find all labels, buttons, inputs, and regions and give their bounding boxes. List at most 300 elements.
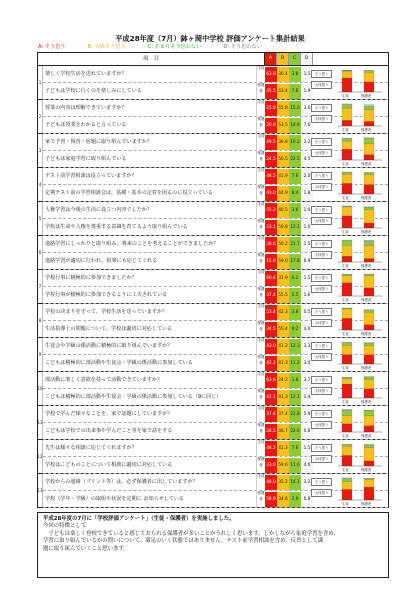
bar-segment-a: [364, 288, 374, 296]
value-cell-c: 11.6: [289, 458, 301, 473]
value-cell-c: 17.8: [289, 254, 301, 269]
value-cell-d: 3.3: [301, 339, 313, 354]
question-text: こどもは積極的に部活動や生徒会・学級の係活動に参加している（9に同じ）: [45, 394, 222, 400]
chart-label-student: 生徒: [342, 94, 349, 98]
mini-bar-chart: [311, 374, 386, 404]
bar-segment-b: [342, 379, 352, 384]
bar-segment-a: [342, 149, 352, 160]
question-text: 子どもは学校に行くのを楽しみにしている: [45, 88, 142, 94]
mini-bar-chart: [311, 442, 386, 472]
bar-segment-a: [364, 82, 374, 92]
respondent-label: 保護者: [256, 423, 265, 440]
value-cell-d: 4.0: [301, 322, 313, 337]
value-cell-a: 43.0: [265, 186, 277, 201]
bar-segment-c: [364, 207, 374, 210]
summary-line: 今回の特徴として: [43, 523, 87, 530]
group-number: 5: [38, 202, 43, 235]
value-cell-a: 49.5: [265, 135, 277, 150]
bar-segment-b: [364, 312, 374, 324]
group-number: 4: [38, 168, 43, 201]
value-cell-b: 59.6: [277, 458, 289, 473]
respondent-label: 保護者: [256, 287, 265, 304]
mini-bar-chart: [311, 306, 386, 336]
bar-segment-a: [342, 78, 352, 92]
group-number: 8: [38, 304, 43, 337]
chart-label-parent: 保護者: [361, 264, 372, 268]
bar-segment-d: [364, 240, 374, 242]
chart-label-parent: 保護者: [361, 196, 372, 200]
question-text: 人権学習は今後の生活に役立つ内容でしたか？: [45, 207, 152, 213]
bar-segment-d: [342, 478, 352, 479]
bar-segment-a: [364, 389, 374, 398]
bar-segment-b: [342, 245, 352, 256]
value-cell-a: 24.5: [265, 322, 277, 337]
value-cell-a: 48.0: [265, 475, 277, 490]
question-group: [38, 440, 388, 474]
chart-legend-ab: 大体思う: [311, 285, 332, 293]
group-number: 12: [38, 440, 43, 473]
bar-segment-b: [364, 72, 374, 82]
respondent-label: 生徒: [256, 372, 265, 389]
chart-legend-a: そう思う: [311, 206, 332, 214]
respondent-label: 保護者: [256, 83, 265, 100]
question-text: 子どもは家庭学習に取り組んでいる: [45, 156, 127, 162]
stacked-bars: [336, 204, 384, 230]
value-cell-b: 36.8: [277, 135, 289, 150]
bar-segment-b: [364, 144, 374, 155]
chart-label-student: 生徒: [342, 366, 349, 370]
chart-legend-a: そう思う: [311, 376, 332, 384]
value-cell-c: 3.8: [289, 373, 301, 388]
value-cell-b: 44.9: [277, 186, 289, 201]
bar-segment-c: [364, 343, 374, 345]
value-cell-b: 37.4: [277, 407, 289, 422]
group-number: 3: [38, 134, 43, 167]
question-group: [38, 66, 388, 100]
chart-label-student: 生徒: [342, 502, 349, 506]
question-text: 学校行事に積極的に参加できましたか？: [45, 275, 137, 281]
value-cell-d: 1.8: [301, 186, 313, 201]
respondent-label: 保護者: [256, 253, 265, 270]
bar-segment-a: [364, 461, 374, 466]
bar-segment-c: [342, 479, 352, 482]
group-number: 13: [38, 474, 43, 507]
value-cell-a: 23.0: [265, 458, 277, 473]
mini-bar-chart: [311, 408, 386, 438]
bar-segment-b: [342, 141, 352, 149]
mini-bar-chart: [311, 170, 386, 200]
chart-label-parent: 保護者: [361, 230, 372, 234]
bar-segment-d: [342, 409, 352, 410]
stacked-bars: [336, 408, 384, 434]
chart-legend-a: そう思う: [311, 70, 332, 78]
bar-segment-a: [364, 325, 374, 330]
chart-legend-a: そう思う: [311, 172, 332, 180]
chart-label-student: 生徒: [342, 298, 349, 302]
value-cell-c: 15.0: [289, 101, 301, 116]
chart-label-student: 生徒: [342, 264, 349, 268]
group-number: 2: [38, 100, 43, 133]
value-cell-a: 48.5: [265, 169, 277, 184]
value-cell-a: 23.1: [265, 220, 277, 235]
bar-segment-d: [342, 104, 352, 105]
value-cell-a: 28.5: [265, 424, 277, 439]
summary-line: 学習に取り組んでいるかの問いについて、満足のいく状態ではありません。テスト前学習相談を含め、反省として課: [43, 538, 323, 545]
stacked-bars: [336, 306, 384, 332]
bar-segment-b: [342, 309, 352, 318]
value-cell-d: 3.6: [301, 101, 313, 116]
respondent-label: 保護者: [256, 219, 265, 236]
value-cell-a: 25.9: [265, 101, 277, 116]
bar-segment-c: [342, 206, 352, 207]
header-col-c: C: [289, 53, 301, 65]
header-col-d: D: [301, 53, 313, 65]
group-number: 11: [38, 406, 43, 439]
bar-segment-c: [342, 139, 352, 141]
value-cell-b: 30.4: [277, 67, 289, 82]
value-cell-d: 1.5: [301, 67, 313, 82]
bar-segment-a: [342, 183, 352, 194]
respondent-label: 保護者: [256, 321, 265, 338]
value-cell-d: 1.5: [301, 237, 313, 252]
bar-segment-c: [364, 410, 374, 415]
bar-segment-c: [342, 445, 352, 447]
question-text: 部活動に楽しく意欲を持って活動できていますか？: [45, 377, 163, 383]
value-cell-c: 12.3: [289, 339, 301, 354]
respondent-label: 生徒: [256, 66, 265, 83]
value-cell-d: 3.2: [301, 135, 313, 150]
bar-segment-b: [364, 448, 374, 461]
bar-segment-d: [364, 138, 374, 139]
value-cell-d: 1.6: [301, 288, 313, 303]
question-group: [38, 304, 388, 338]
stacked-bars: [336, 136, 384, 162]
mini-bar-chart: [311, 272, 386, 302]
bar-segment-b: [364, 210, 374, 223]
question-group: [38, 168, 388, 202]
value-cell-d: 4.5: [301, 152, 313, 167]
question-text: 学校（学年・学級）の取組や状況を定期に お知らせしている: [45, 496, 184, 502]
bar-segment-c: [342, 343, 352, 346]
value-cell-a: 26.6: [265, 237, 277, 252]
value-cell-b: 59.0: [277, 254, 289, 269]
bar-segment-b: [342, 108, 352, 120]
bar-segment-b: [342, 345, 352, 354]
bar-segment-b: [364, 110, 374, 122]
chart-label-parent: 保護者: [361, 298, 372, 302]
chart-legend-ab: 大体思う: [311, 455, 332, 463]
value-cell-b: 53.5: [277, 118, 289, 133]
chart-label-parent: 保護者: [361, 332, 372, 336]
value-cell-d: 3.7: [301, 373, 313, 388]
chart-label-parent: 保護者: [361, 162, 372, 166]
bar-segment-b: [342, 416, 352, 424]
value-cell-d: 1.0: [301, 220, 313, 235]
bar-segment-a: [364, 259, 374, 262]
respondent-label: 保護者: [256, 457, 265, 474]
bar-segment-b: [342, 276, 352, 283]
respondent-label: 保護者: [256, 491, 265, 508]
bar-segment-a: [364, 155, 374, 160]
respondent-label: 生徒: [256, 134, 265, 151]
question-text: 家で予習・復習・宿題に取り組んでいますか？: [45, 139, 152, 145]
value-cell-b: 43.4: [277, 84, 289, 99]
value-cell-a: 43.0: [265, 339, 277, 354]
question-text: 進路学習にしっかりと取り組み、将来のことを考えることができましたか？: [45, 241, 219, 247]
chart-label-parent: 保護者: [361, 468, 372, 472]
header-col-b: B: [277, 53, 289, 65]
value-cell-d: 1.0: [301, 203, 313, 218]
chart-legend-a: そう思う: [311, 240, 332, 248]
bar-segment-b: [342, 71, 352, 78]
bar-segment-b: [364, 380, 374, 389]
bar-segment-c: [342, 411, 352, 416]
stacked-bars: [336, 170, 384, 196]
value-cell-a: 60.4: [265, 271, 277, 286]
bar-segment-a: [364, 223, 374, 228]
group-number: 9: [38, 338, 43, 371]
bar-segment-c: [342, 240, 352, 245]
value-cell-c: 8.4: [289, 186, 301, 201]
value-cell-b: 50.5: [277, 152, 289, 167]
bar-segment-d: [364, 444, 374, 445]
value-cell-b: 46.7: [277, 424, 289, 439]
question-group: [38, 338, 388, 372]
value-cell-b: 41.9: [277, 169, 289, 184]
question-group: [38, 270, 388, 304]
value-cell-b: 41.3: [277, 441, 289, 456]
bar-segment-d: [342, 342, 352, 343]
chart-legend-ab: 大体思う: [311, 489, 332, 497]
bar-segment-a: [342, 216, 352, 228]
question-text: 楽しく学校生活を送れていますか？: [45, 71, 127, 77]
bar-segment-a: [342, 355, 352, 364]
respondent-label: 生徒: [256, 406, 265, 423]
question-text: こどもは学校での出来事や学んだこと等を家で話をする: [45, 428, 173, 434]
bar-segment-d: [364, 105, 374, 107]
mini-bar-chart: [311, 204, 386, 234]
chart-legend-ab: 大体思う: [311, 421, 332, 429]
mini-bar-chart: [311, 238, 386, 268]
question-text: 学校の決まりを守って、学校生活を送っていますか？: [45, 309, 168, 315]
group-number: 10: [38, 372, 43, 405]
legend-item: C: あまりそう思わない: [147, 44, 202, 50]
bar-segment-c: [364, 445, 374, 448]
group-number: 1: [38, 66, 43, 99]
question-text: 学校行事が積極的に参加できるように工夫されている: [45, 292, 168, 298]
bar-segment-a: [342, 424, 352, 432]
value-cell-c: 3.8: [289, 67, 301, 82]
question-group: [38, 236, 388, 270]
question-text: 学校で学んだ様々なことを、家で話題にしていますか？: [45, 411, 173, 417]
summary-line: 平成28年度の7月に「学校評価アンケート」（生徒・保護者）を実施しました。: [43, 516, 235, 522]
chart-label-student: 生徒: [342, 196, 349, 200]
value-cell-c: 5.5: [289, 288, 301, 303]
value-cell-a: 20.8: [265, 118, 277, 133]
bar-segment-d: [364, 310, 374, 311]
bar-segment-b: [342, 446, 352, 455]
question-text: 子どもは授業をわかると言っている: [45, 122, 127, 128]
bar-segment-c: [342, 105, 352, 108]
value-cell-b: 50.2: [277, 237, 289, 252]
question-group: [38, 372, 388, 406]
value-cell-b: 55.5: [277, 288, 289, 303]
page-title: 平成28年度（7月）鉢ヶ岡中学校 評価アンケート集計結果: [115, 34, 305, 43]
chart-label-student: 生徒: [342, 434, 349, 438]
mini-bar-chart: [311, 68, 386, 98]
bar-segment-b: [342, 174, 352, 183]
bar-segment-c: [364, 242, 374, 246]
value-cell-c: 11.2: [289, 356, 301, 371]
value-cell-c: 3.6: [289, 203, 301, 218]
question-text: 先生は様々な相談に応じてくれますか？: [45, 445, 137, 451]
respondent-label: 生徒: [256, 236, 265, 253]
bar-segment-c: [364, 377, 374, 380]
bar-segment-a: [342, 489, 352, 500]
respondent-label: 保護者: [256, 355, 265, 372]
bar-segment-c: [364, 106, 374, 109]
value-cell-a: 42.1: [265, 356, 277, 371]
chart-legend-ab: 大体思う: [311, 387, 332, 395]
value-cell-b: 34.6: [277, 492, 289, 507]
bar-segment-c: [364, 310, 374, 312]
value-cell-a: 24.5: [265, 152, 277, 167]
value-cell-b: 42.3: [277, 305, 289, 320]
respondent-label: 生徒: [256, 270, 265, 287]
chart-legend-a: そう思う: [311, 478, 332, 486]
value-cell-c: 6.2: [289, 271, 301, 286]
question-group: [38, 134, 388, 168]
value-cell-a: 48.2: [265, 441, 277, 456]
value-cell-d: 3.0: [301, 356, 313, 371]
bar-segment-a: [342, 256, 352, 262]
value-cell-b: 59.8: [277, 220, 289, 235]
value-cell-d: 6.9: [301, 254, 313, 269]
respondent-label: 保護者: [256, 389, 265, 406]
survey-table: [37, 65, 389, 508]
stacked-bars: [336, 238, 384, 264]
value-cell-c: 12.1: [289, 220, 301, 235]
bar-segment-a: [342, 120, 352, 126]
chart-legend-ab: 大体思う: [311, 353, 332, 361]
value-cell-a: 63.8: [265, 67, 277, 82]
bar-segment-b: [364, 175, 374, 185]
mini-bar-chart: [311, 136, 386, 166]
chart-legend-ab: 大体思う: [311, 115, 332, 123]
stacked-bars: [336, 340, 384, 366]
value-cell-c: 21.7: [289, 237, 301, 252]
chart-legend-a: そう思う: [311, 104, 332, 112]
chart-legend-a: そう思う: [311, 274, 332, 282]
value-cell-c: 7.6: [289, 169, 301, 184]
value-cell-b: 40.5: [277, 203, 289, 218]
respondent-label: 生徒: [256, 202, 265, 219]
value-cell-b: 55.4: [277, 322, 289, 337]
value-cell-c: 7.8: [289, 84, 301, 99]
value-cell-c: 22.5: [289, 152, 301, 167]
value-cell-c: 3.9: [289, 492, 301, 507]
bar-segment-a: [364, 121, 374, 126]
bar-segment-d: [342, 377, 352, 378]
value-cell-a: 37.4: [265, 407, 277, 422]
mini-bar-chart: [311, 102, 386, 132]
bar-segment-c: [364, 139, 374, 144]
mini-bar-chart: [311, 476, 386, 506]
value-cell-b: 41.2: [277, 339, 289, 354]
value-cell-d: 4.6: [301, 458, 313, 473]
chart-label-student: 生徒: [342, 128, 349, 132]
bar-segment-b: [342, 482, 352, 490]
chart-legend-ab: 大体思う: [311, 217, 332, 225]
chart-label-parent: 保護者: [361, 400, 372, 404]
value-cell-b: 41.3: [277, 356, 289, 371]
respondent-label: 保護者: [256, 117, 265, 134]
question-text: 生徒会や学級の係活動に積極的に取り組んでいますか？: [45, 343, 173, 349]
value-cell-a: 45.5: [265, 84, 277, 99]
bar-segment-a: [364, 355, 374, 364]
bar-segment-c: [342, 274, 352, 275]
value-cell-d: 5.9: [301, 407, 313, 422]
value-cell-c: 14.1: [289, 475, 301, 490]
stacked-bars: [336, 374, 384, 400]
respondent-label: 生徒: [256, 168, 265, 185]
question-text: 進路学習が適切に行われ、指導にも応じてくれる: [45, 258, 158, 264]
chart-legend-a: そう思う: [311, 342, 332, 350]
bar-segment-b: [342, 207, 352, 216]
value-cell-d: 0.8: [301, 424, 313, 439]
respondent-label: 保護者: [256, 151, 265, 168]
chart-legend-a: そう思う: [311, 308, 332, 316]
chart-legend-a: そう思う: [311, 138, 332, 146]
value-cell-d: 0.8: [301, 492, 313, 507]
summary-line: 題に取り組んでいくこと思います。: [43, 545, 129, 552]
respondent-label: 生徒: [256, 304, 265, 321]
question-group: [38, 406, 388, 440]
group-number: 6: [38, 236, 43, 269]
question-text: 生活指導上の問題について、学校は適切に対応している: [45, 326, 173, 332]
value-cell-d: 1.4: [301, 390, 313, 405]
chart-label-parent: 保護者: [361, 128, 372, 132]
value-cell-b: 31.9: [277, 271, 289, 286]
bar-segment-d: [342, 138, 352, 139]
value-cell-c: 12.1: [289, 390, 301, 405]
value-cell-d: 1.5: [301, 441, 313, 456]
chart-label-student: 生徒: [342, 332, 349, 336]
chart-label-student: 生徒: [342, 468, 349, 472]
value-cell-a: 63.6: [265, 373, 277, 388]
value-cell-d: 7.6: [301, 118, 313, 133]
chart-legend-a: そう思う: [311, 444, 332, 452]
bar-segment-a: [342, 455, 352, 466]
chart-legend-a: そう思う: [311, 410, 332, 418]
bar-segment-c: [364, 173, 374, 175]
bar-segment-a: [342, 283, 352, 296]
bar-segment-b: [364, 479, 374, 487]
value-cell-c: 9.2: [289, 322, 301, 337]
respondent-label: 生徒: [256, 338, 265, 355]
stacked-bars: [336, 272, 384, 298]
chart-legend-ab: 大体思う: [311, 319, 332, 327]
bar-segment-c: [342, 172, 352, 174]
question-text: 定期テスト前の学習相談会は、基礎・基本の定着を図るのに役立っている: [45, 190, 213, 196]
bar-segment-a: [364, 487, 374, 500]
respondent-label: 保護者: [256, 185, 265, 202]
value-cell-a: 55.2: [265, 203, 277, 218]
question-text: 授業の内容は理解できていますか？: [45, 105, 127, 111]
bar-segment-c: [342, 308, 352, 309]
respondent-label: 生徒: [256, 474, 265, 491]
chart-label-parent: 保護者: [361, 366, 372, 370]
